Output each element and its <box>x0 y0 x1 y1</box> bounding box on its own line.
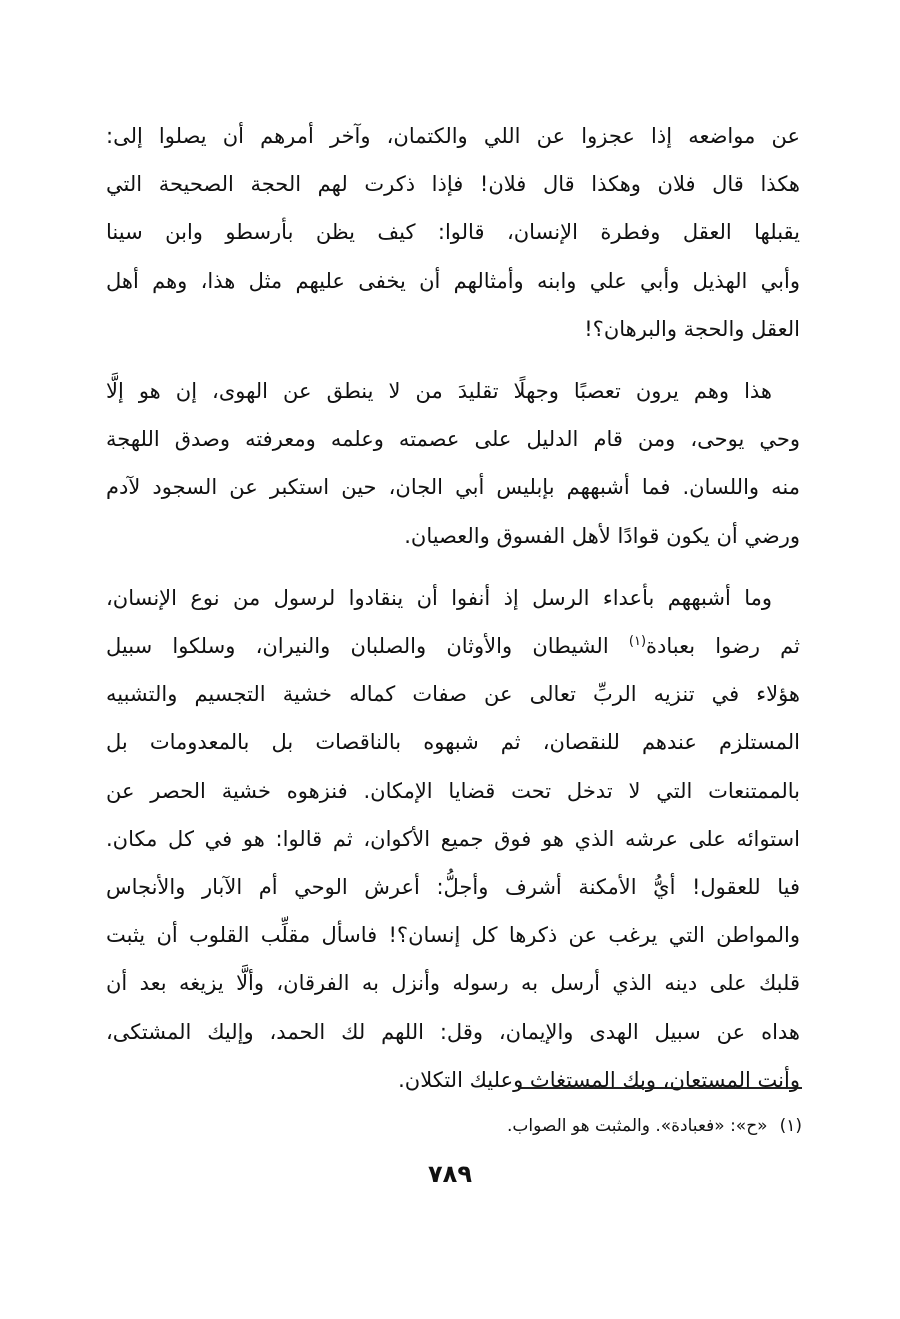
text-line: المستلزم عندهم للنقصان، ثم شبهوه بالناقصات بل بالمعدومات بل <box>106 730 800 755</box>
text-line: استوائه على عرشه الذي هو فوق جميع الأكوان، ثم قالوا: هو في كل مكان. <box>106 826 800 851</box>
footnote-text: «ح»: «فعبادة». والمثبت هو الصواب. <box>506 1116 768 1136</box>
text-line: بالممتنعات التي لا تدخل تحت قضايا الإمكان. فنزهوه خشية الحصر عن <box>106 778 800 803</box>
text-line: والمواطن التي يرغب عن ذكرها كل إنسان؟! فاسأل مقلِّب القلوب أن يثبت <box>106 923 800 948</box>
text-line-with-footnote <box>106 622 800 670</box>
page-body <box>106 112 800 1104</box>
text-line: هكذا قال فلان وهكذا قال فلان! فإذا ذكرت لهم الحجة الصحيحة التي <box>106 172 800 197</box>
text-line: وأنت المستعان، وبك المستغاث وعليك التكلان. <box>398 1067 800 1092</box>
footnote <box>507 1114 802 1138</box>
text-segment: ثم رضوا بعبادة <box>646 634 800 659</box>
footnote-separator <box>518 1087 802 1089</box>
footnote-reference: (١) <box>628 634 647 650</box>
text-line: يقبلها العقل وفطرة الإنسان، قالوا: كيف يظن بأرسطو وابن سينا <box>106 220 800 245</box>
page-number: ٧٨٩ <box>428 1160 472 1188</box>
text-line: العقل والحجة والبرهان؟! <box>584 316 800 341</box>
text-line: فيا للعقول! أيُّ الأمكنة أشرف وأجلُّ: أعرش الوحي أم الآبار والأنجاس <box>106 875 800 900</box>
text-line: هداه عن سبيل الهدى والإيمان، وقل: اللهم لك الحمد، وإليك المشتكى، <box>106 1019 800 1044</box>
text-line: وأبي الهذيل وأبي علي وابنه وأمثالهم أن يخفى عليهم مثل هذا، وهم أهل <box>106 268 800 293</box>
paragraph-gap <box>106 560 800 574</box>
text-line: هؤلاء في تنزيه الربِّ تعالى عن صفات كماله خشية التجسيم والتشبيه <box>106 682 800 707</box>
paragraph-1 <box>106 112 800 353</box>
text-line: عن مواضعه إذا عجزوا عن اللي والكتمان، وآخر أمرهم أن يصلوا إلى: <box>106 124 800 148</box>
paragraph-2 <box>106 367 800 560</box>
text-line: منه واللسان. فما أشبههم بإبليس أبي الجان، حين استكبر عن السجود لآدم <box>106 475 800 500</box>
text-line: ورضي أن يكون قوادًا لأهل الفسوق والعصيان. <box>404 523 800 548</box>
paragraph-gap <box>106 353 800 367</box>
footnote-number: (١) <box>779 1116 802 1136</box>
paragraph-3 <box>106 574 800 1104</box>
text-line: وما أشبههم بأعداء الرسل إذ أنفوا أن ينقادوا لرسول من نوع الإنسان، <box>106 585 772 610</box>
text-line: وحي يوحى، ومن قام الدليل على عصمته وعلمه ومعرفته وصدق اللهجة <box>106 427 800 452</box>
text-segment: الشيطان والأوثان والصلبان والنيران، وسلكوا سبيل <box>106 634 629 659</box>
text-line: قلبك على دينه الذي أرسل به رسوله وأنزل به الفرقان، وألَّا يزيغه بعد أن <box>106 971 800 996</box>
text-line: هذا وهم يرون تعصبًا وجهلًا تقليدَ من لا ينطق عن الهوى، إن هو إلَّا <box>106 379 772 404</box>
